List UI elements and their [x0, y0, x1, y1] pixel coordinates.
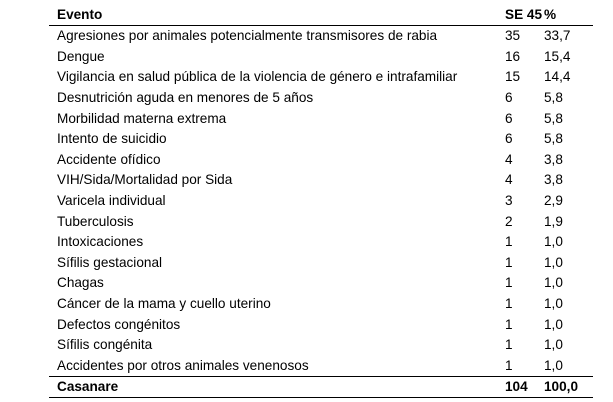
- row-event: Sífilis congénita: [57, 337, 153, 353]
- table-row: [49, 26, 593, 47]
- row-percent: 1,0: [544, 254, 563, 270]
- row-event: Varicela individual: [57, 193, 166, 209]
- header-week: SE 45: [497, 5, 536, 26]
- table-row: [49, 150, 593, 171]
- table-row: [49, 273, 593, 294]
- row-percent: 3,8: [544, 172, 563, 188]
- table-row: [49, 170, 593, 191]
- table-header: [49, 5, 593, 26]
- row-percent: 1,0: [544, 275, 563, 291]
- row-percent: 2,9: [544, 193, 563, 209]
- row-event: Desnutrición aguda en menores de 5 años: [57, 90, 314, 106]
- row-event: Intoxicaciones: [57, 234, 144, 250]
- header-event: Evento: [49, 5, 497, 26]
- row-event: Sífilis gestacional: [57, 254, 163, 270]
- row-event: Accidente ofídico: [57, 151, 161, 167]
- row-percent: 1,0: [544, 316, 563, 332]
- row-event: Morbilidad materna extrema: [57, 110, 227, 126]
- row-count: 1: [505, 337, 513, 353]
- table-row: [49, 88, 593, 109]
- row-percent: 5,8: [544, 110, 563, 126]
- row-count: 3: [505, 193, 513, 209]
- row-percent: 15,4: [544, 48, 571, 64]
- row-percent: 1,0: [544, 296, 563, 312]
- total-count: 104: [497, 377, 536, 398]
- table-row: [49, 356, 593, 377]
- row-count: 2: [505, 213, 513, 229]
- row-count: 1: [505, 357, 513, 373]
- row-count: 35: [505, 28, 521, 44]
- row-percent: 1,0: [544, 337, 563, 353]
- row-percent: 1,9: [544, 213, 563, 229]
- row-event: Agresiones por animales potencialmente transmisores de rabia: [57, 28, 438, 44]
- row-percent: 1,0: [544, 357, 563, 373]
- table-row: [49, 108, 593, 129]
- row-count: 6: [505, 90, 513, 106]
- row-event: Vigilancia en salud pública de la violencia de género e intrafamiliar: [57, 69, 458, 85]
- table-row: [49, 232, 593, 253]
- row-event: Tuberculosis: [57, 213, 134, 229]
- row-count: 1: [505, 316, 513, 332]
- total-row: [49, 377, 593, 398]
- row-count: 15: [505, 69, 521, 85]
- row-event: Accidentes por otros animales venenosos: [57, 357, 309, 373]
- table-row: [49, 335, 593, 356]
- row-percent: 33,7: [544, 28, 571, 44]
- table-body: [49, 26, 593, 377]
- row-event: Cáncer de la mama y cuello uterino: [57, 296, 271, 312]
- table-row: [49, 314, 593, 335]
- row-percent: 14,4: [544, 69, 571, 85]
- row-percent: 5,8: [544, 131, 563, 147]
- row-count: 6: [505, 110, 513, 126]
- table-row: [49, 67, 593, 88]
- row-count: 1: [505, 234, 513, 250]
- row-count: 1: [505, 275, 513, 291]
- total-percent: 100,0: [536, 377, 593, 398]
- table-row: [49, 47, 593, 68]
- table-row: [49, 294, 593, 315]
- header-percent: %: [536, 5, 593, 26]
- table-row: [49, 211, 593, 232]
- row-event: Intento de suicidio: [57, 131, 167, 147]
- row-percent: 1,0: [544, 234, 563, 250]
- row-event: Defectos congénitos: [57, 316, 181, 332]
- row-event: Chagas: [57, 275, 104, 291]
- row-count: 1: [505, 296, 513, 312]
- row-count: 4: [505, 151, 513, 167]
- events-table: [49, 5, 593, 398]
- row-count: 16: [505, 48, 521, 64]
- total-label: Casanare: [49, 377, 497, 398]
- table-row: [49, 129, 593, 150]
- row-percent: 3,8: [544, 151, 563, 167]
- table-row: [49, 253, 593, 274]
- row-count: 4: [505, 172, 513, 188]
- table-footer: [49, 377, 593, 398]
- row-event: VIH/Sida/Mortalidad por Sida: [57, 172, 233, 188]
- header-row: [49, 5, 593, 26]
- events-table-container: [49, 5, 593, 398]
- row-percent: 5,8: [544, 90, 563, 106]
- row-count: 6: [505, 131, 513, 147]
- table-row: [49, 191, 593, 212]
- row-count: 1: [505, 254, 513, 270]
- row-event: Dengue: [57, 48, 105, 64]
